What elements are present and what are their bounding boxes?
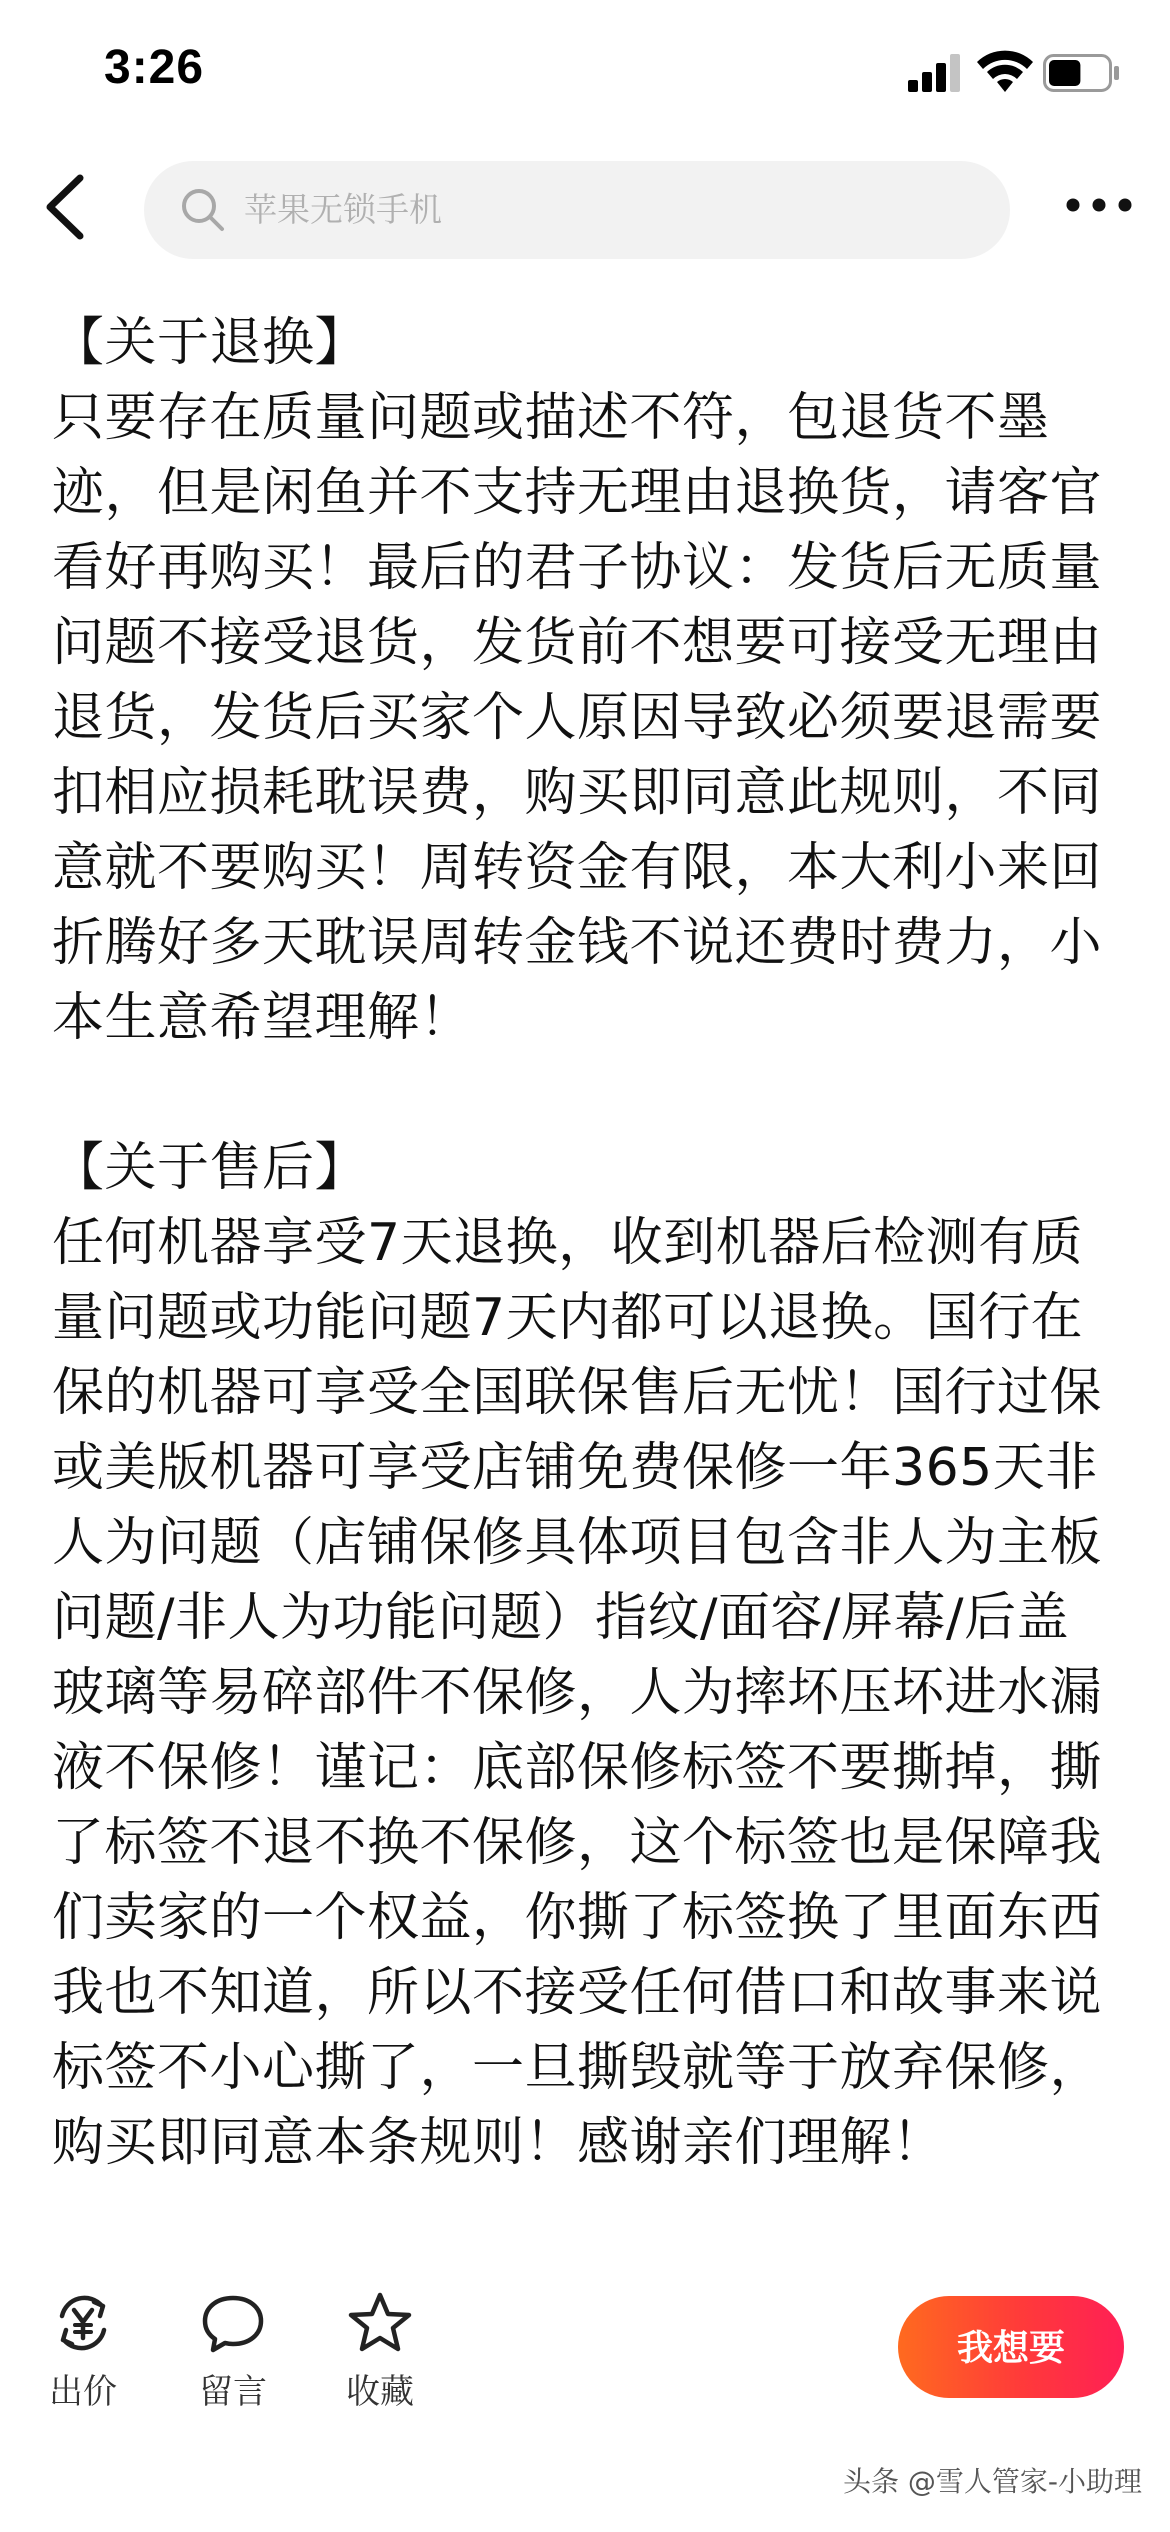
- section-heading-returns: 【关于退换】: [52, 313, 368, 373]
- speech-bubble-icon: [200, 2290, 266, 2356]
- yen-exchange-icon: [50, 2290, 116, 2356]
- watermark: 头条 @雪人管家-小助理: [842, 2465, 1142, 2498]
- search-icon: [180, 187, 226, 233]
- battery-icon: [1043, 54, 1121, 92]
- want-button[interactable]: 我想要: [898, 2296, 1124, 2398]
- section-body-returns: 只要存在质量问题或描述不符，包退货不墨迹，但是闲鱼并不支持无理由退换货，请客官看好再购买！最后的君子协议：发货后无质量问题不接受退货，发货前不想要可接受无理由退货，发货后买家个人原因导致必须要退需要扣相应损耗耽误费，购买即同意此规则，不同意就不要购买！周转资金有限，本大利小来回折腾好多天耽误周转金钱不说还费时费力，小本生意希望理解！: [52, 388, 1103, 1048]
- wifi-icon: [977, 50, 1033, 92]
- status-time: 3:26: [104, 41, 205, 94]
- search-placeholder: 苹果无锁手机: [244, 190, 442, 229]
- status-bar: [0, 0, 1170, 150]
- more-dots-icon[interactable]: [1064, 188, 1134, 222]
- favorite-label: 收藏: [346, 2372, 414, 2412]
- star-icon: [347, 2290, 413, 2356]
- back-icon[interactable]: [40, 172, 92, 242]
- search-input[interactable]: [144, 161, 1010, 259]
- item-description: [52, 306, 1118, 2181]
- offer-button[interactable]: [23, 2290, 143, 2414]
- comment-button[interactable]: [173, 2290, 293, 2414]
- offer-label: 出价: [49, 2372, 117, 2412]
- section-heading-aftersales: 【关于售后】: [52, 1138, 368, 1198]
- cellular-signal-icon: [908, 54, 962, 92]
- favorite-button[interactable]: [320, 2290, 440, 2414]
- section-body-aftersales: 任何机器享受7天退换，收到机器后检测有质量问题或功能问题7天内都可以退换。国行在保的机器可享受全国联保售后无忧！国行过保或美版机器可享受店铺免费保修一年365天非人为问题（店铺保修具体项目包含非人为主板问题/非人为功能问题）指纹/面容/屏幕/后盖玻璃等易碎部件不保修，人为摔坏压坏进水漏液不保修！谨记：底部保修标签不要撕掉，撕了标签不退不换不保修，这个标签也是保障我们卖家的一个权益，你撕了标签换了里面东西我也不知道，所以不接受任何借口和故事来说标签不小心撕了，一旦撕毁就等于放弃保修，购买即同意本条规则！感谢亲们理解！: [52, 1213, 1103, 2173]
- comment-label: 留言: [199, 2372, 267, 2412]
